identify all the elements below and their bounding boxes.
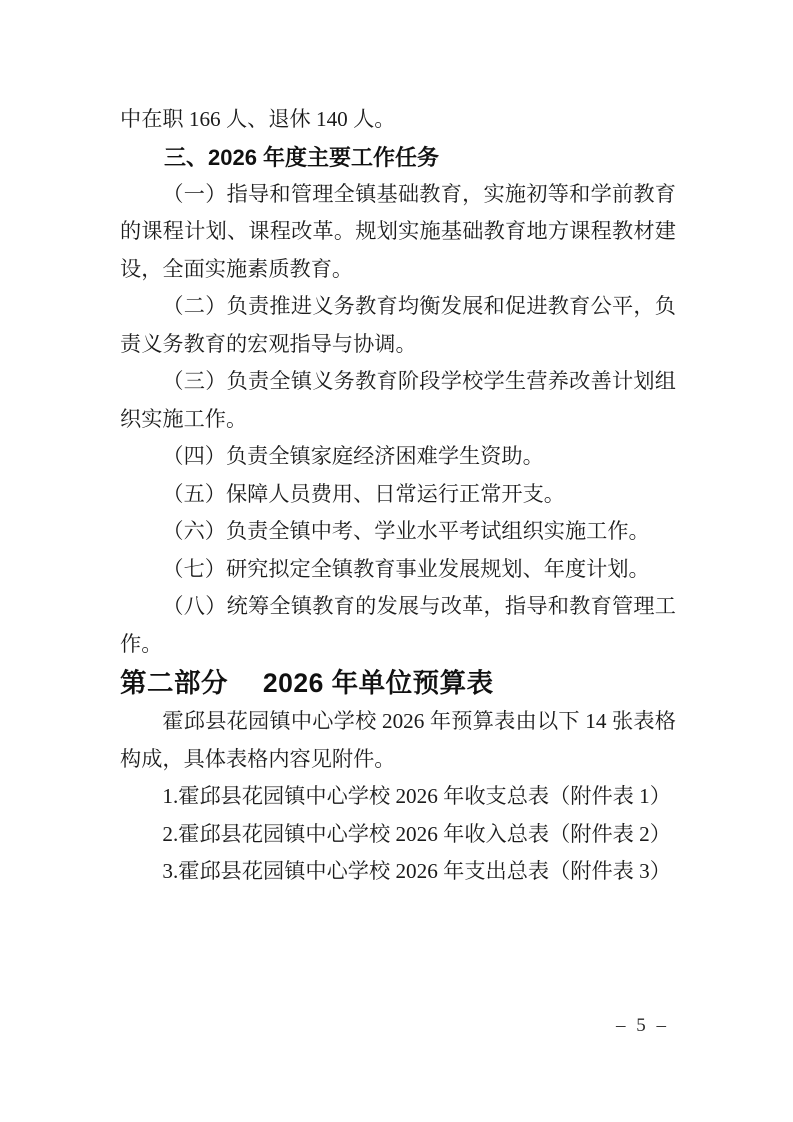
task-paragraph-6: （六）负责全镇中考、学业水平考试组织实施工作。 <box>162 519 650 543</box>
task-paragraph-2: （二）负责推进义务教育均衡发展和促进教育公平，负责义务教育的宏观指导与协调。 <box>120 294 676 356</box>
table-list-item-3: 3.霍邱县花园镇中心学校 2026 年支出总表（附件表 3） <box>162 859 671 883</box>
table-list-item-1: 1.霍邱县花园镇中心学校 2026 年收支总表（附件表 1） <box>162 784 671 808</box>
task-paragraph-7: （七）研究拟定全镇教育事业发展规划、年度计划。 <box>162 556 650 581</box>
part-two-intro-paragraph: 霍邱县花园镇中心学校 2026 年预算表由以下 14 张表格构成，具体表格内容见附件。 <box>120 709 676 771</box>
task-paragraph-3: （三）负责全镇义务教育阶段学校学生营养改善计划组织实施工作。 <box>120 369 676 431</box>
task-paragraph-4: （四）负责全镇家庭经济困难学生资助。 <box>162 444 544 468</box>
page-number: – 5 – <box>616 1015 669 1036</box>
task-paragraph-1: （一）指导和管理全镇基础教育，实施初等和学前教育的课程计划、课程改革。规划实施基础教育地方课程教材建设，全面实施素质教育。 <box>120 181 676 281</box>
section-three-heading: 三、2026 年度主要工作任务 <box>164 144 440 170</box>
table-list-item-2: 2.霍邱县花园镇中心学校 2026 年收入总表（附件表 2） <box>162 821 671 846</box>
part-two-heading: 第二部分 2026 年单位预算表 <box>120 668 494 698</box>
task-paragraph-8: （八）统筹全镇教育的发展与改革，指导和教育管理工作。 <box>120 594 676 656</box>
continuation-paragraph: 中在职 166 人、退休 140 人。 <box>120 107 396 131</box>
task-paragraph-5: （五）保障人员费用、日常运行正常开支。 <box>162 481 565 506</box>
